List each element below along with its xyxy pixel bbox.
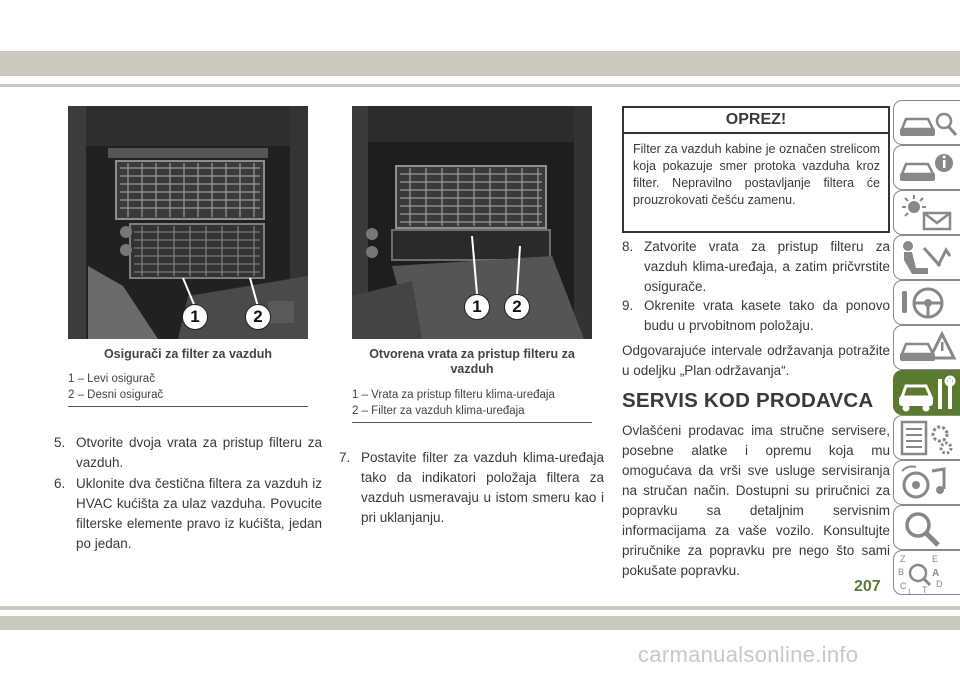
tab-driving[interactable] [893,280,960,325]
alphabet-index-icon [894,551,960,596]
search-magnifier-icon [894,506,960,551]
warning-lights-icon [894,191,960,236]
steering-wheel-icon [894,281,960,326]
air-filter-latches-photo [68,106,308,339]
index-letter: B [898,567,905,577]
index-letter: T [922,585,928,595]
callout-1: 1 [464,294,490,320]
index-letter: E [932,554,939,564]
step-text: Uklonite dva čestična filtera za vazduh iz HVAC kućišta za ulaz vazduha. Povucite filterske elemente pravo iz kućišta, jedan po jedan. [76,476,322,551]
index-letter: A [932,568,940,579]
caution-box [622,106,890,233]
caution-title: OPREZ! [624,108,888,134]
figure-2-title: Otvorena vrata za pristup filteru za vazduh [369,347,575,376]
footer-line [0,606,960,610]
car-warning-triangle-icon [894,326,960,371]
footer-band [0,616,960,630]
section-text: Ovlašćeni prodavac ima stručne servisere, posebne alatke i opremu koja mu omogućava da vrši sve usluge servisiranja na stručan način. Dostupni su priručnici za popravku sa detaljnim servisnim informacijama za vaše vozilo. Konsultujte priručnike za popravku pre nego što sami pokušate popravku. [622,423,890,578]
filter-access-door-photo [352,106,592,339]
step-8 [622,237,890,297]
step-text: Otvorite dvoja vrata za pristup filteru za vazduh. [76,435,322,470]
car-wrench-icon [894,371,960,416]
step-6 [54,474,322,554]
header-band [0,51,960,76]
figure-2-legend-2: 2 – Filter za vazduh klima-uređaja [352,405,525,417]
step-5 [54,433,322,473]
caution-text: Filter za vazduh kabine je označen strelicom koja pokazuje smer protoka vazduha kroz filter. Nepravilno postavljanje filtera će prouzrokovati češću zamenu. [633,142,880,207]
index-letter: I [908,587,911,596]
figure-1-legend-2: 2 – Desni osigurač [68,389,164,401]
car-magnifier-icon [894,101,960,146]
tab-servicing[interactable] [893,370,960,415]
section-heading: SERVIS KOD PRODAVCA [622,389,874,412]
watermark: carmanualsonline.info [638,642,859,667]
multimedia-icon [894,461,960,506]
step-number: 7. [339,450,351,465]
tab-specifications[interactable] [893,415,960,460]
tab-emergency[interactable] [893,325,960,370]
step-text: Okrenite vrata kasete tako da ponovo budu u prvobitnom položaju. [644,298,890,333]
figure-2-rule [352,422,592,423]
step-number: 8. [622,239,634,254]
index-letter: Z [900,554,906,564]
index-letter: D [936,579,943,589]
tab-alphabetical-index[interactable] [893,550,960,595]
tab-index-search[interactable] [893,505,960,550]
tab-multimedia[interactable] [893,460,960,505]
specifications-list-icon [894,416,960,461]
callout-2: 2 [504,294,530,320]
car-info-icon [894,146,960,191]
step-text: Zatvorite vrata za pristup filteru za vazduh klima-uređaja, a zatim pričvrstite osigurače. [644,239,890,294]
step-7 [339,448,604,528]
callout-2: 2 [245,304,271,330]
index-letter: C [900,581,907,591]
figure-1-title: Osigurači za filter za vazduh [103,347,273,361]
step-9 [622,296,890,336]
step-text: Postavite filter za vazduh klima-uređaja tako da indikatori položaja filtera za vazduh usmeravaju u istom smeru kao i pri uklanjanju. [361,450,604,525]
step-number: 5. [54,435,66,450]
figure-2-legend-1: 1 – Vrata za pristup filteru klima-uređaja [352,389,555,401]
tab-car-inspection[interactable] [893,100,960,145]
tab-safety[interactable] [893,235,960,280]
seat-airbag-icon [894,236,960,281]
figure-1-rule [68,406,308,407]
page-number: 207 [854,578,881,595]
figure-1-legend-1: 1 – Levi osigurač [68,373,155,385]
header-line [0,84,960,87]
maintenance-note: Odgovarajuće intervale održavanja potražite u odeljku „Plan održavanja“. [622,343,890,378]
step-number: 9. [622,298,634,313]
tab-car-info[interactable] [893,145,960,190]
tab-warning-lights[interactable] [893,190,960,235]
callout-1: 1 [182,304,208,330]
step-number: 6. [54,476,66,491]
